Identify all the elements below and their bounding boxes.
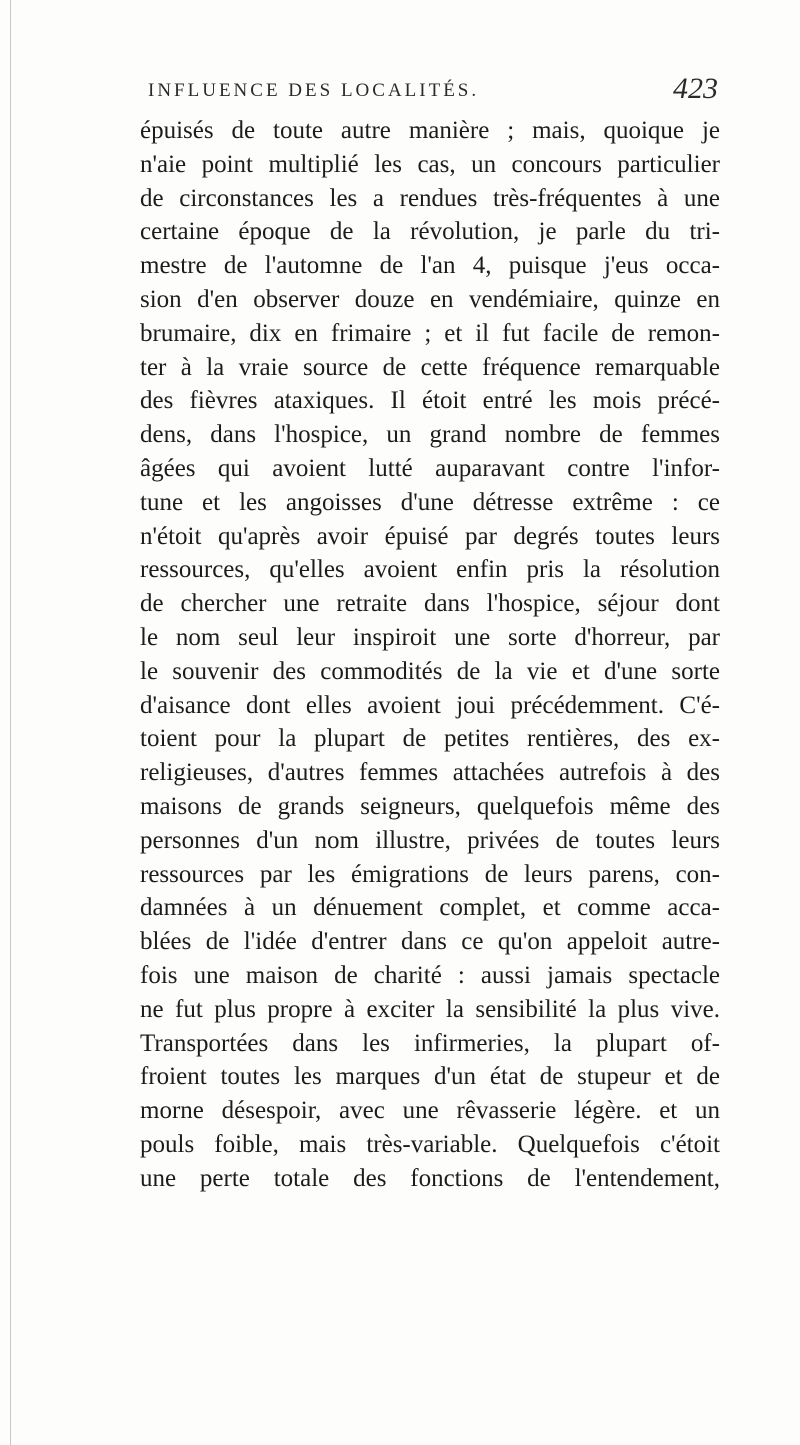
text-line: mestre de l'automne de l'an 4, puisque j'eus occa- bbox=[140, 252, 720, 280]
text-line: ressources, qu'elles avoient enfin pris la résolution bbox=[140, 556, 720, 584]
text-line: le souvenir des commodités de la vie et d'une sorte bbox=[140, 657, 720, 685]
text-line: n'aie point multiplié les cas, un concours particulier bbox=[140, 150, 720, 178]
text-line: ressources par les émigrations de leurs parens, con- bbox=[140, 860, 720, 888]
page-header bbox=[148, 72, 718, 112]
text-line: des fièvres ataxiques. Il étoit entré les mois précé- bbox=[140, 387, 720, 415]
text-line: une perte totale des fonctions de l'entendement, bbox=[140, 1164, 720, 1192]
text-line: le nom seul leur inspiroit une sorte d'horreur, par bbox=[140, 623, 720, 651]
running-title: INFLUENCE DES LOCALITÉS. bbox=[148, 80, 480, 101]
text-line: toient pour la plupart de petites rentières, des ex- bbox=[140, 725, 720, 753]
text-line: pouls foible, mais très-variable. Quelquefois c'étoit bbox=[140, 1130, 720, 1158]
text-line: sion d'en observer douze en vendémiaire, quinze en bbox=[140, 285, 720, 313]
page-number: 423 bbox=[673, 72, 718, 105]
text-line: Transportées dans les infirmeries, la plupart of- bbox=[140, 1029, 720, 1057]
text-line: maisons de grands seigneurs, quelquefois même des bbox=[140, 792, 720, 820]
text-line: blées de l'idée d'entrer dans ce qu'on appeloit autre- bbox=[140, 928, 720, 956]
text-line: de chercher une retraite dans l'hospice, séjour dont bbox=[140, 590, 720, 618]
text-line: personnes d'un nom illustre, privées de toutes leurs bbox=[140, 826, 720, 854]
page-gutter-edge bbox=[10, 0, 11, 1445]
text-line: religieuses, d'autres femmes attachées autrefois à des bbox=[140, 759, 720, 787]
text-line: fois une maison de charité : aussi jamais spectacle bbox=[140, 961, 720, 989]
text-line: brumaire, dix en frimaire ; et il fut facile de remon- bbox=[140, 319, 720, 347]
text-line: froient toutes les marques d'un état de stupeur et de bbox=[140, 1063, 720, 1091]
text-line: certaine époque de la révolution, je parle du tri- bbox=[140, 218, 720, 246]
text-line: ne fut plus propre à exciter la sensibilité la plus vive. bbox=[140, 995, 720, 1023]
body-text bbox=[140, 114, 720, 1196]
text-line: ter à la vraie source de cette fréquence remarquable bbox=[140, 353, 720, 381]
text-line: âgées qui avoient lutté auparavant contre l'infor- bbox=[140, 454, 720, 482]
text-line: de circonstances les a rendues très-fréquentes à une bbox=[140, 184, 720, 212]
text-line: morne désespoir, avec une rêvasserie légère. et un bbox=[140, 1097, 720, 1125]
text-line: tune et les angoisses d'une détresse extrême : ce bbox=[140, 488, 720, 516]
text-line: épuisés de toute autre manière ; mais, quoique je bbox=[140, 117, 720, 144]
text-line: d'aisance dont elles avoient joui précédemment. C'é- bbox=[140, 691, 720, 719]
text-line: damnées à un dénuement complet, et comme acca- bbox=[140, 894, 720, 922]
text-line: dens, dans l'hospice, un grand nombre de femmes bbox=[140, 421, 720, 449]
text-line: n'étoit qu'après avoir épuisé par degrés toutes leurs bbox=[140, 522, 720, 550]
